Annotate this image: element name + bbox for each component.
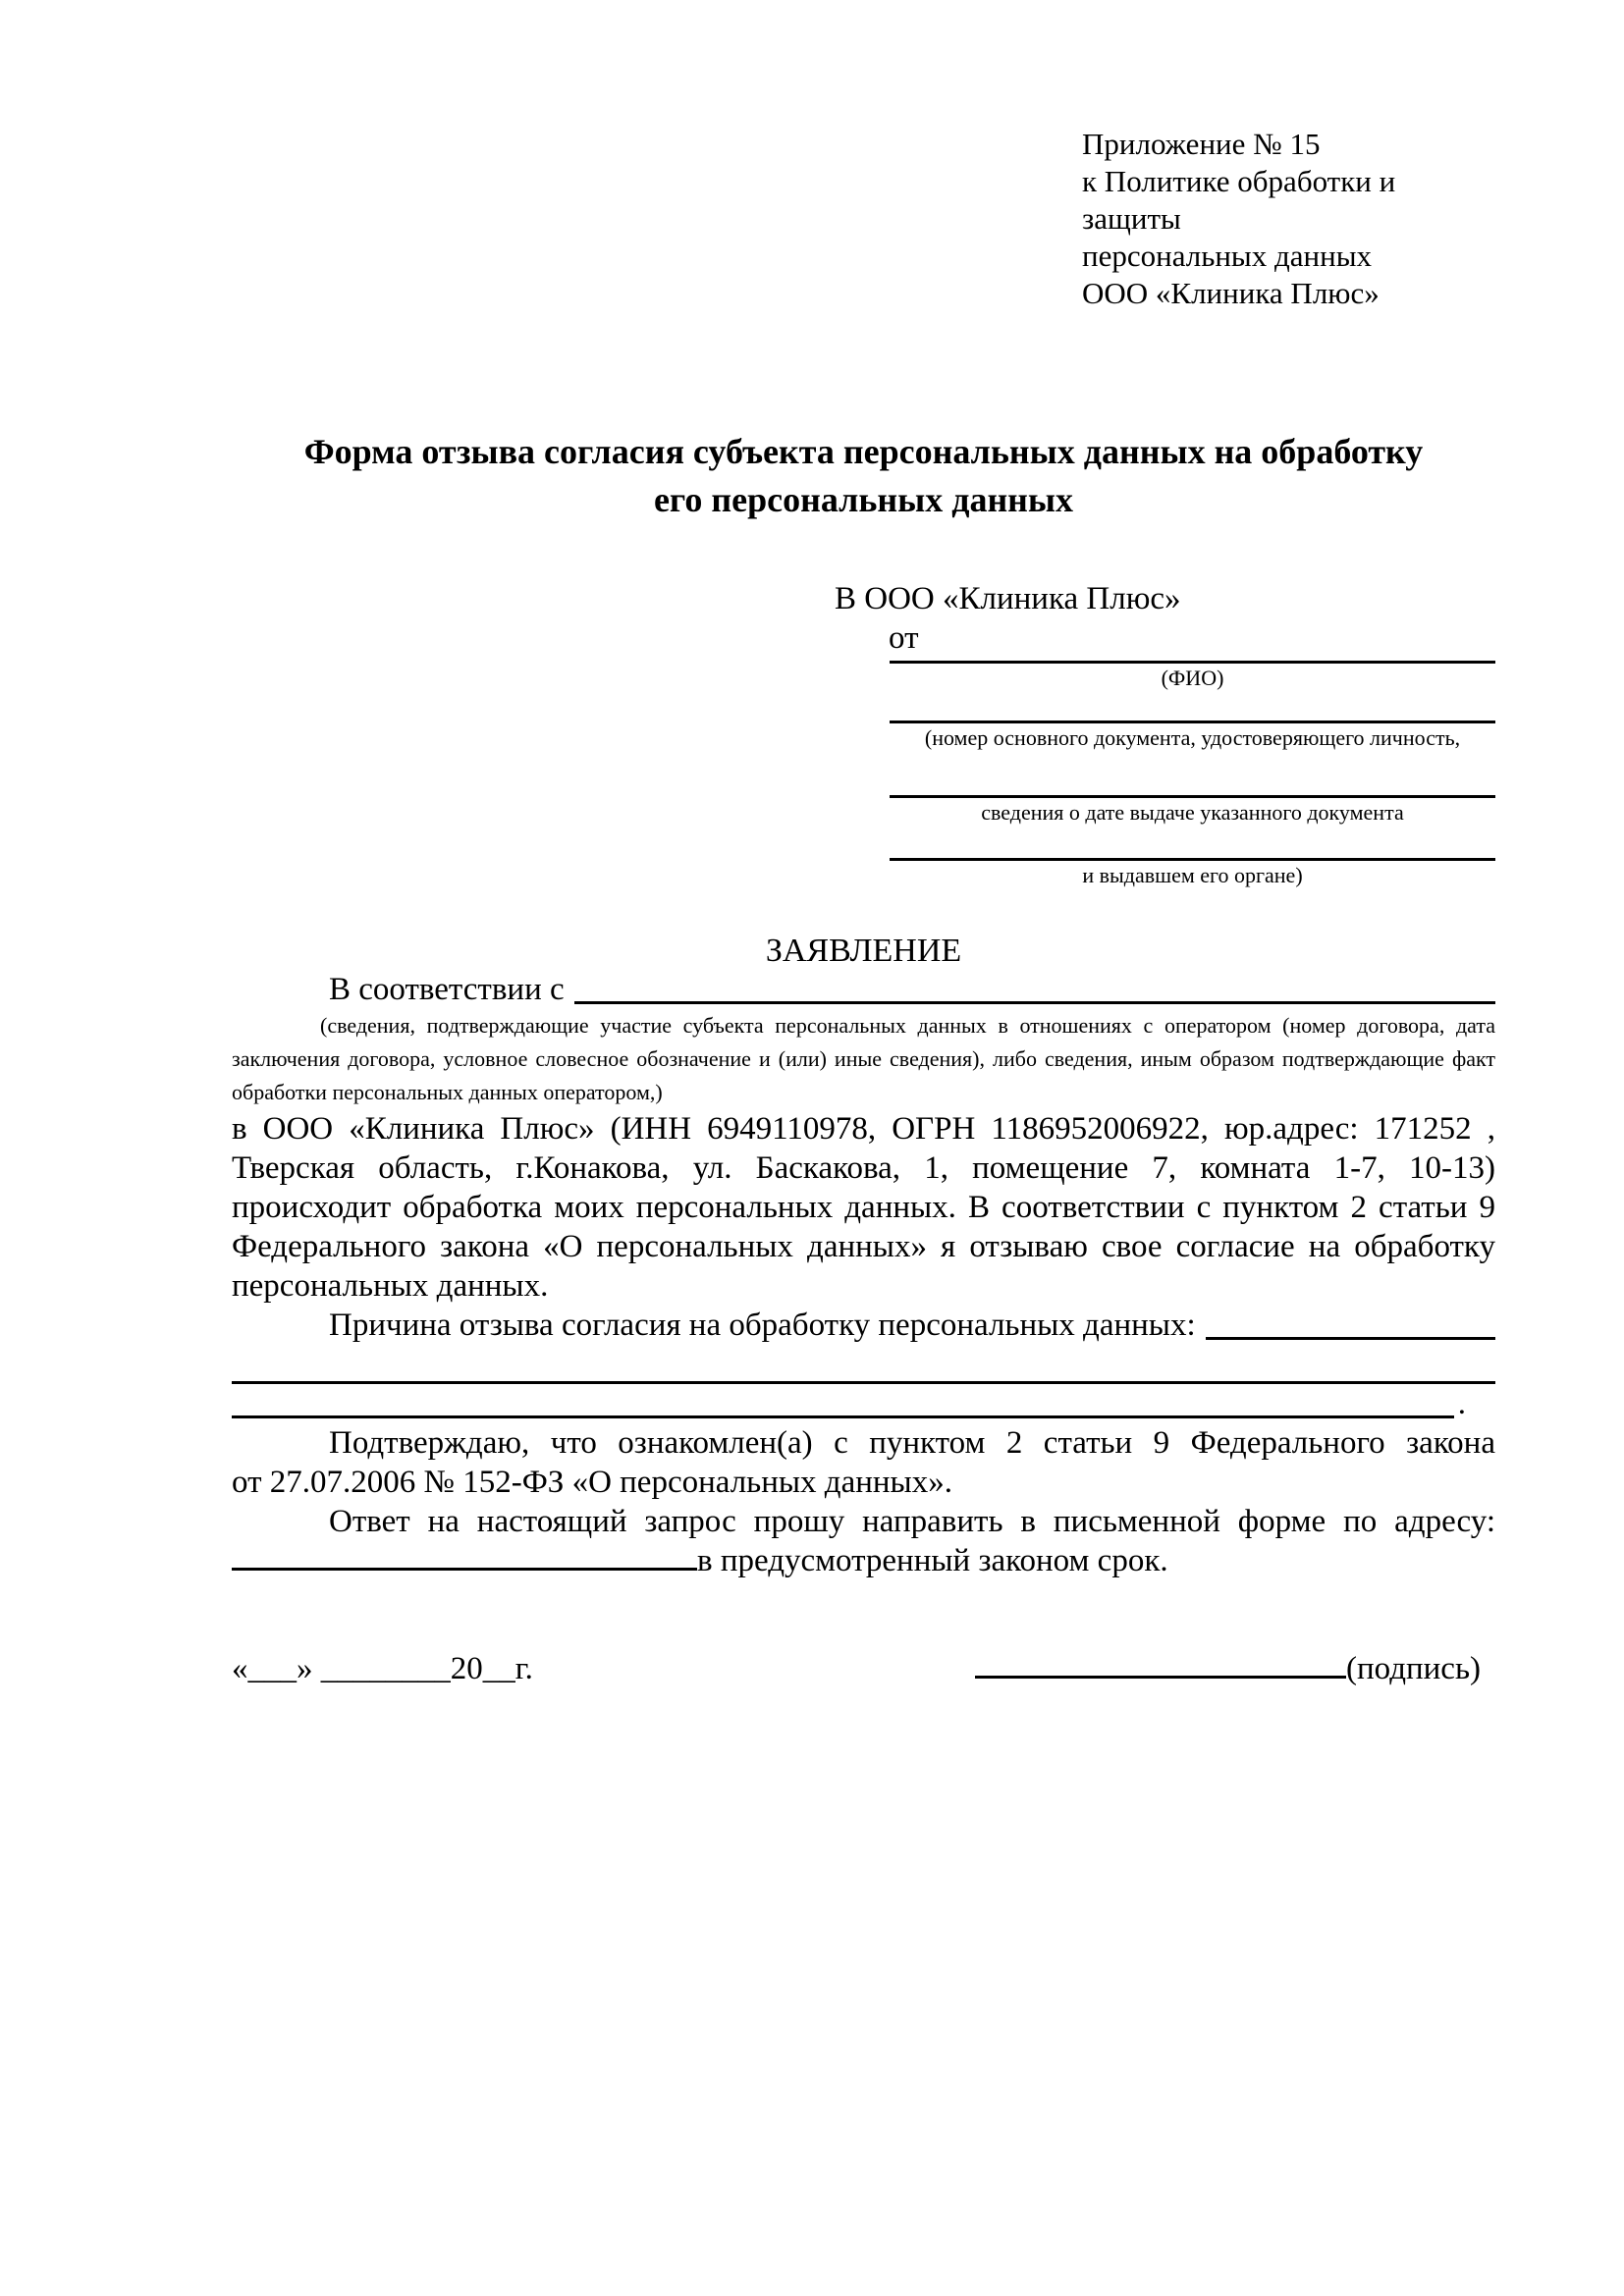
statement-heading: ЗАЯВЛЕНИЕ [765, 933, 962, 969]
fineprint-line: заключения договора, условное словесное обозначение и (или) иные сведения), либо сведения, иным образом подтверждающие факт [232, 1046, 1495, 1071]
signature-write-line [975, 1650, 1346, 1679]
body-line: происходит обработка моих персональных данных. В соответствии с пунктом 2 статьи 9 [232, 1190, 1495, 1225]
reason-label: Причина отзыва согласия на обработку персональных данных: [329, 1308, 1196, 1343]
appendix-header-line: к Политике обработки и защиты [1082, 164, 1396, 236]
reply-address-write-line [232, 1542, 697, 1571]
intro-row [232, 970, 1495, 1009]
fio-caption: (ФИО) [1161, 666, 1224, 690]
signature-caption: (подпись) [1346, 1651, 1481, 1686]
document-number-caption: (номер основного документа, удостоверяющего личность, [924, 725, 1461, 750]
intro-label: В соответствии с [329, 972, 565, 1007]
issuing-authority-caption: и выдавшем его органе) [1082, 863, 1303, 887]
issue-date-caption: сведения о дате выдаче указанного документа [981, 800, 1404, 825]
addressee-block [835, 579, 1495, 890]
body-line: Тверская область, г.Конакова, ул. Баскакова, 1, помещение 7, комната 1-7, 10-13) [232, 1150, 1495, 1186]
reason-blank-line-1 [232, 1345, 1495, 1384]
fineprint-line: (сведения, подтверждающие участие субъекта персональных данных в отношениях с оператором (номер договора, дата [320, 1013, 1495, 1038]
form-title-line: его персональных данных [653, 480, 1074, 519]
reason-row [232, 1306, 1495, 1345]
reply-paragraph [232, 1502, 1495, 1580]
appendix-header-line: ООО «Клиника Плюс» [1082, 276, 1380, 310]
addressee-fields [890, 661, 1495, 890]
fineprint-line: обработки персональных данных оператором,) [232, 1080, 663, 1104]
signature-row [232, 1649, 1481, 1688]
appendix-header-line: Приложение № 15 [1082, 127, 1321, 161]
blank-line-terminator: . [1457, 1386, 1466, 1421]
date-blank: «___» ________20__г. [232, 1651, 533, 1686]
signature-area [975, 1649, 1481, 1688]
reason-blank-line-2 [232, 1384, 1495, 1423]
addressee-from-label: от [889, 620, 919, 656]
appendix-header-line: персональных данных [1082, 239, 1373, 273]
reply-line: Ответ на настоящий запрос прошу направить в письменной форме по адресу: [329, 1504, 1495, 1539]
reason-blank-line-2-rule [232, 1384, 1454, 1418]
addressee-to: В ООО «Клиника Плюс» [835, 581, 1181, 616]
body-paragraph [232, 1109, 1495, 1306]
form-title [232, 428, 1495, 524]
body-line: персональных данных. [232, 1268, 549, 1304]
confirmation-line: Подтверждаю, что ознакомлен(а) с пунктом 2 статьи 9 Федерального закона [329, 1425, 1495, 1461]
reply-line-suffix: в предусмотренный законом срок. [697, 1543, 1168, 1578]
confirmation-paragraph [232, 1423, 1495, 1502]
reply-address-row [232, 1541, 1495, 1580]
intro-write-line [574, 970, 1495, 1004]
fineprint-block [232, 1009, 1495, 1109]
document-content [0, 126, 1624, 1688]
reason-write-line [1206, 1306, 1495, 1340]
body-line: Федерального закона «О персональных данных» я отзываю свое согласие на обработку [232, 1229, 1495, 1264]
appendix-header [1082, 126, 1495, 312]
form-title-line: Форма отзыва согласия субъекта персональных данных на обработку [303, 432, 1424, 471]
body-line: в ООО «Клиника Плюс» (ИНН 6949110978, ОГРН 1186952006922, юр.адрес: 171252 , [232, 1111, 1495, 1147]
confirmation-line: от 27.07.2006 № 152-ФЗ «О персональных данных». [232, 1465, 952, 1500]
